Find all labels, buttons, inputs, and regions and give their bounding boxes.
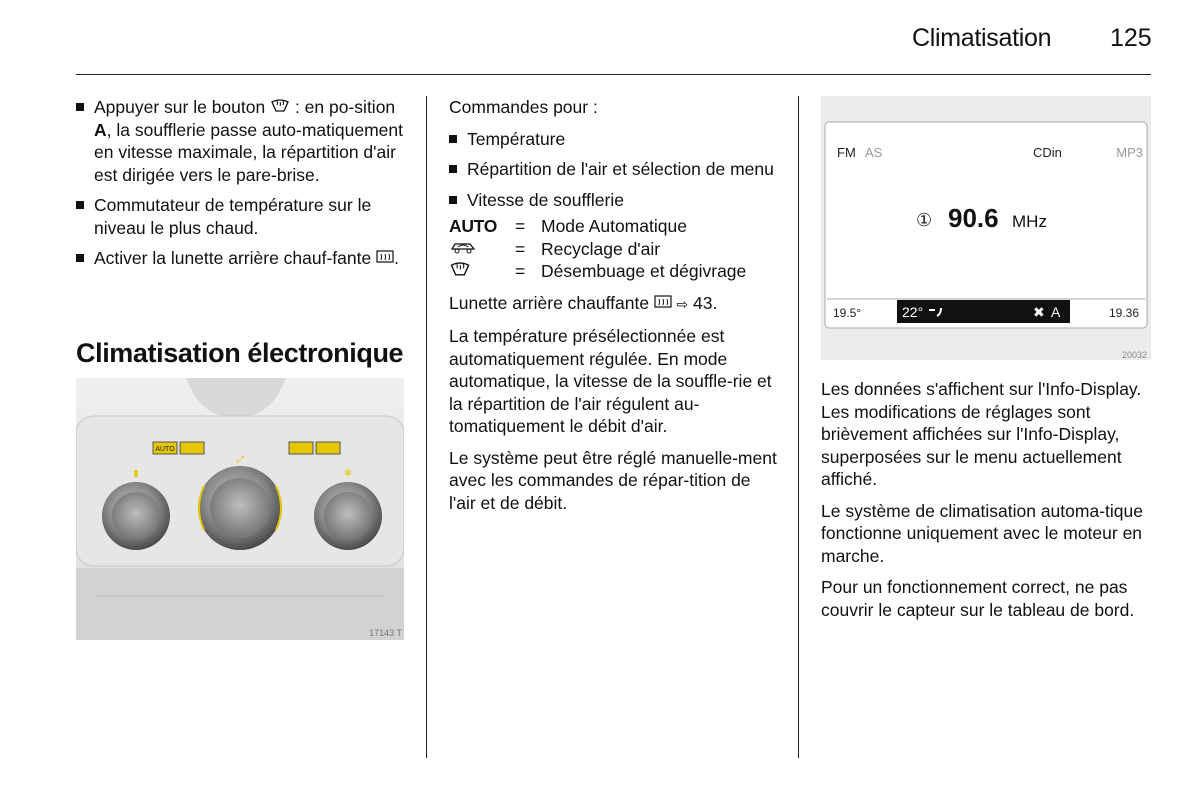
- display-fan-mode: A: [1051, 304, 1061, 320]
- page-reference-arrow-icon: ⇨: [671, 296, 689, 313]
- display-source: FM: [837, 145, 856, 160]
- svg-text:⤢: ⤢: [236, 454, 244, 464]
- svg-text:✻: ✻: [344, 468, 352, 478]
- intro-text: Commandes pour :: [449, 97, 598, 117]
- display-clock: 19.36: [1108, 306, 1139, 320]
- column-2: [449, 96, 781, 523]
- section-title: Climatisation électronique: [76, 338, 404, 368]
- display-preset-number: ①: [916, 210, 933, 231]
- legend-row-auto: AUTO = Mode Automatique: [449, 216, 687, 236]
- list-item: Répartition de l'air et sélection de menu: [449, 158, 781, 181]
- paragraph: Le système peut être réglé manuelle-ment avec les commandes de répar-tition de l'air et de débit.: [449, 447, 777, 513]
- legend-row-recirculation: = Recyclage d'air: [449, 238, 781, 261]
- defrost-icon: [449, 262, 471, 277]
- header-divider: [76, 74, 1151, 75]
- info-display-illustration: [821, 96, 1151, 360]
- display-frequency: 90.6: [948, 203, 999, 233]
- display-source-sub: AS: [865, 145, 883, 160]
- column-3: [821, 378, 1153, 630]
- bullet-item: Appuyer sur le bouton : en po-sition A, la soufflerie passe auto-matiquement en vitesse maximale, la répartition d'air est dirigée vers le pare-brise.: [76, 96, 410, 186]
- display-cd-input: CDin: [1033, 145, 1062, 160]
- photo-reference-code: 17143 T: [369, 628, 402, 638]
- legend-row-defrost: = Désembuage et dégivrage: [449, 260, 781, 283]
- display-set-temperature: 22°: [902, 304, 924, 320]
- paragraph: Le système de climatisation automa-tique fonctionne uniquement avec le moteur en marche.: [821, 500, 1143, 566]
- fan-icon: ✖: [1033, 305, 1045, 321]
- column-divider-2: [798, 96, 799, 758]
- page-header-title: Climatisation: [912, 24, 1052, 52]
- rear-heater-reference: Lunette arrière chauffante ⇨ 43.: [449, 292, 718, 313]
- climate-control-photo: [76, 378, 404, 640]
- paragraph: Les données s'affichent sur l'Info-Display. Les modifications de réglages sont brièvement affichées sur l'Info-Display, superposées sur le menu actuellement affiché.: [821, 379, 1142, 489]
- column-1: [76, 96, 410, 278]
- rear-window-heater-icon: [376, 250, 394, 264]
- recirculation-icon: [449, 239, 477, 255]
- figure-reference-code: 20032: [1121, 350, 1147, 360]
- bullet-item: Commutateur de température sur le niveau le plus chaud.: [76, 194, 410, 239]
- paragraph: La température présélectionnée est automatiquement régulée. En mode automatique, la vitesse de la souffle-rie et la répartition de l'air régulent au-tomatiquement le débit d'air.: [449, 326, 772, 436]
- defrost-icon: [270, 99, 290, 113]
- display-outside-temperature: 19.5°: [833, 306, 862, 320]
- display-mp3: MP3: [1116, 145, 1143, 160]
- rear-window-heater-icon: [654, 295, 672, 309]
- list-item: Température: [449, 128, 781, 151]
- svg-text:▮: ▮: [133, 468, 139, 478]
- column-divider-1: [426, 96, 427, 758]
- bullet-item: Activer la lunette arrière chauf-fante .: [76, 247, 410, 270]
- page-number: 125: [1110, 24, 1152, 52]
- auto-button-label: AUTO: [155, 446, 175, 453]
- list-item: Vitesse de soufflerie: [449, 189, 781, 212]
- display-frequency-unit: MHz: [1012, 212, 1047, 231]
- paragraph: Pour un fonctionnement correct, ne pas couvrir le capteur sur le tableau de bord.: [821, 577, 1135, 620]
